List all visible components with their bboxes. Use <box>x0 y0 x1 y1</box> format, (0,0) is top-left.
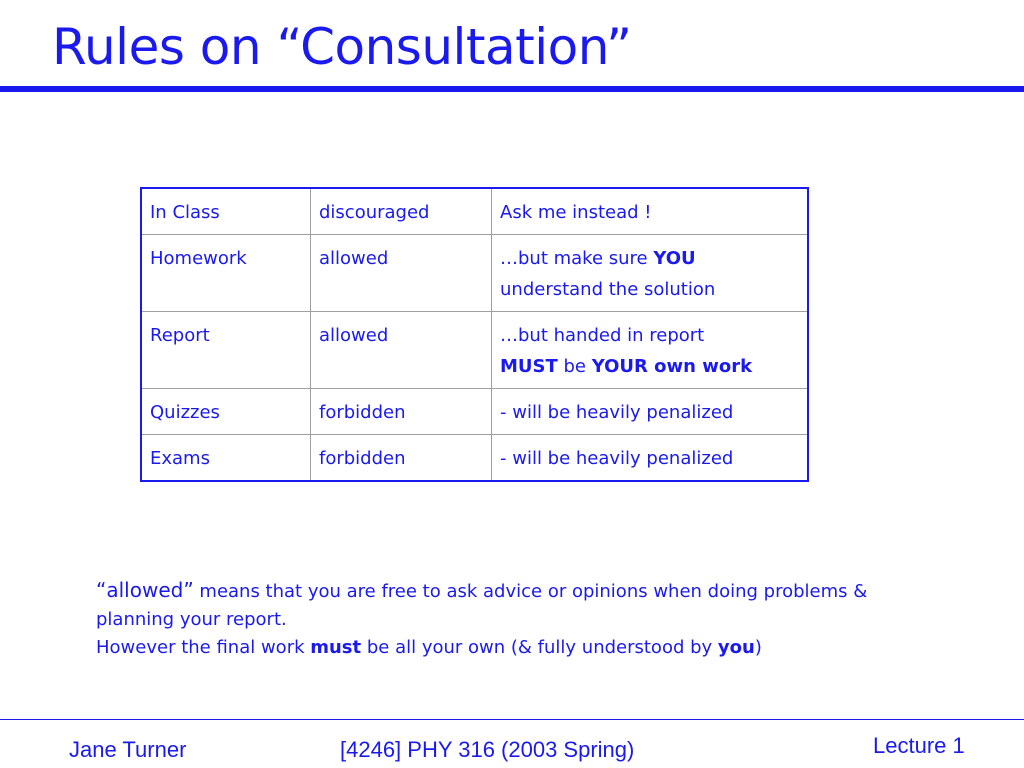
table-row <box>141 188 808 235</box>
table-row <box>141 389 808 435</box>
status-cell: discouraged <box>311 188 492 235</box>
note-line-2-end: ) <box>754 637 762 658</box>
table-row <box>141 435 808 482</box>
note-text: …but make sure <box>500 248 654 269</box>
activity-cell: Exams <box>141 435 311 482</box>
note-emphasis: YOU <box>653 248 696 269</box>
activity-cell: In Class <box>141 188 311 235</box>
activity-cell: Report <box>141 312 311 389</box>
note-cell <box>492 435 809 482</box>
note-text: …but handed in report <box>500 325 705 346</box>
status-cell: allowed <box>311 235 492 312</box>
footer-lecture: Lecture 1 <box>873 733 965 758</box>
note-text: understand the solution <box>500 279 716 300</box>
note-text: - will be heavily penalized <box>500 448 734 469</box>
note-text: Ask me instead ! <box>500 202 652 223</box>
note-line-2: However the final work <box>96 637 311 658</box>
note-cell <box>492 389 809 435</box>
note-emphasis: MUST <box>500 356 558 377</box>
activity-cell: Homework <box>141 235 311 312</box>
table-row <box>141 235 808 312</box>
status-cell: forbidden <box>311 435 492 482</box>
footer-divider <box>0 719 1024 720</box>
table-row <box>141 312 808 389</box>
note-cell <box>492 188 809 235</box>
note-lead-term: “allowed” <box>96 578 194 602</box>
consultation-rules-table <box>140 187 809 482</box>
status-cell: forbidden <box>311 389 492 435</box>
note-you: you <box>717 637 755 658</box>
note-must: must <box>310 637 362 658</box>
status-cell: allowed <box>311 312 492 389</box>
footer-author: Jane Turner <box>69 737 187 762</box>
note-text: - will be heavily penalized <box>500 402 734 423</box>
note-line-2-cont: be all your own (& fully understood by <box>361 637 718 658</box>
note-cell <box>492 312 809 389</box>
note-text: be <box>557 356 592 377</box>
footer-course: [4246] PHY 316 (2003 Spring) <box>340 737 635 762</box>
note-cell <box>492 235 809 312</box>
allowed-definition-note <box>96 576 916 662</box>
title-divider <box>0 86 1024 92</box>
note-emphasis: YOUR own work <box>591 356 753 377</box>
activity-cell: Quizzes <box>141 389 311 435</box>
note-line-1: means that you are free to ask advice or opinions when doing problems & planning your report. <box>96 581 868 630</box>
page-title: Rules on “Consultation” <box>52 18 632 76</box>
